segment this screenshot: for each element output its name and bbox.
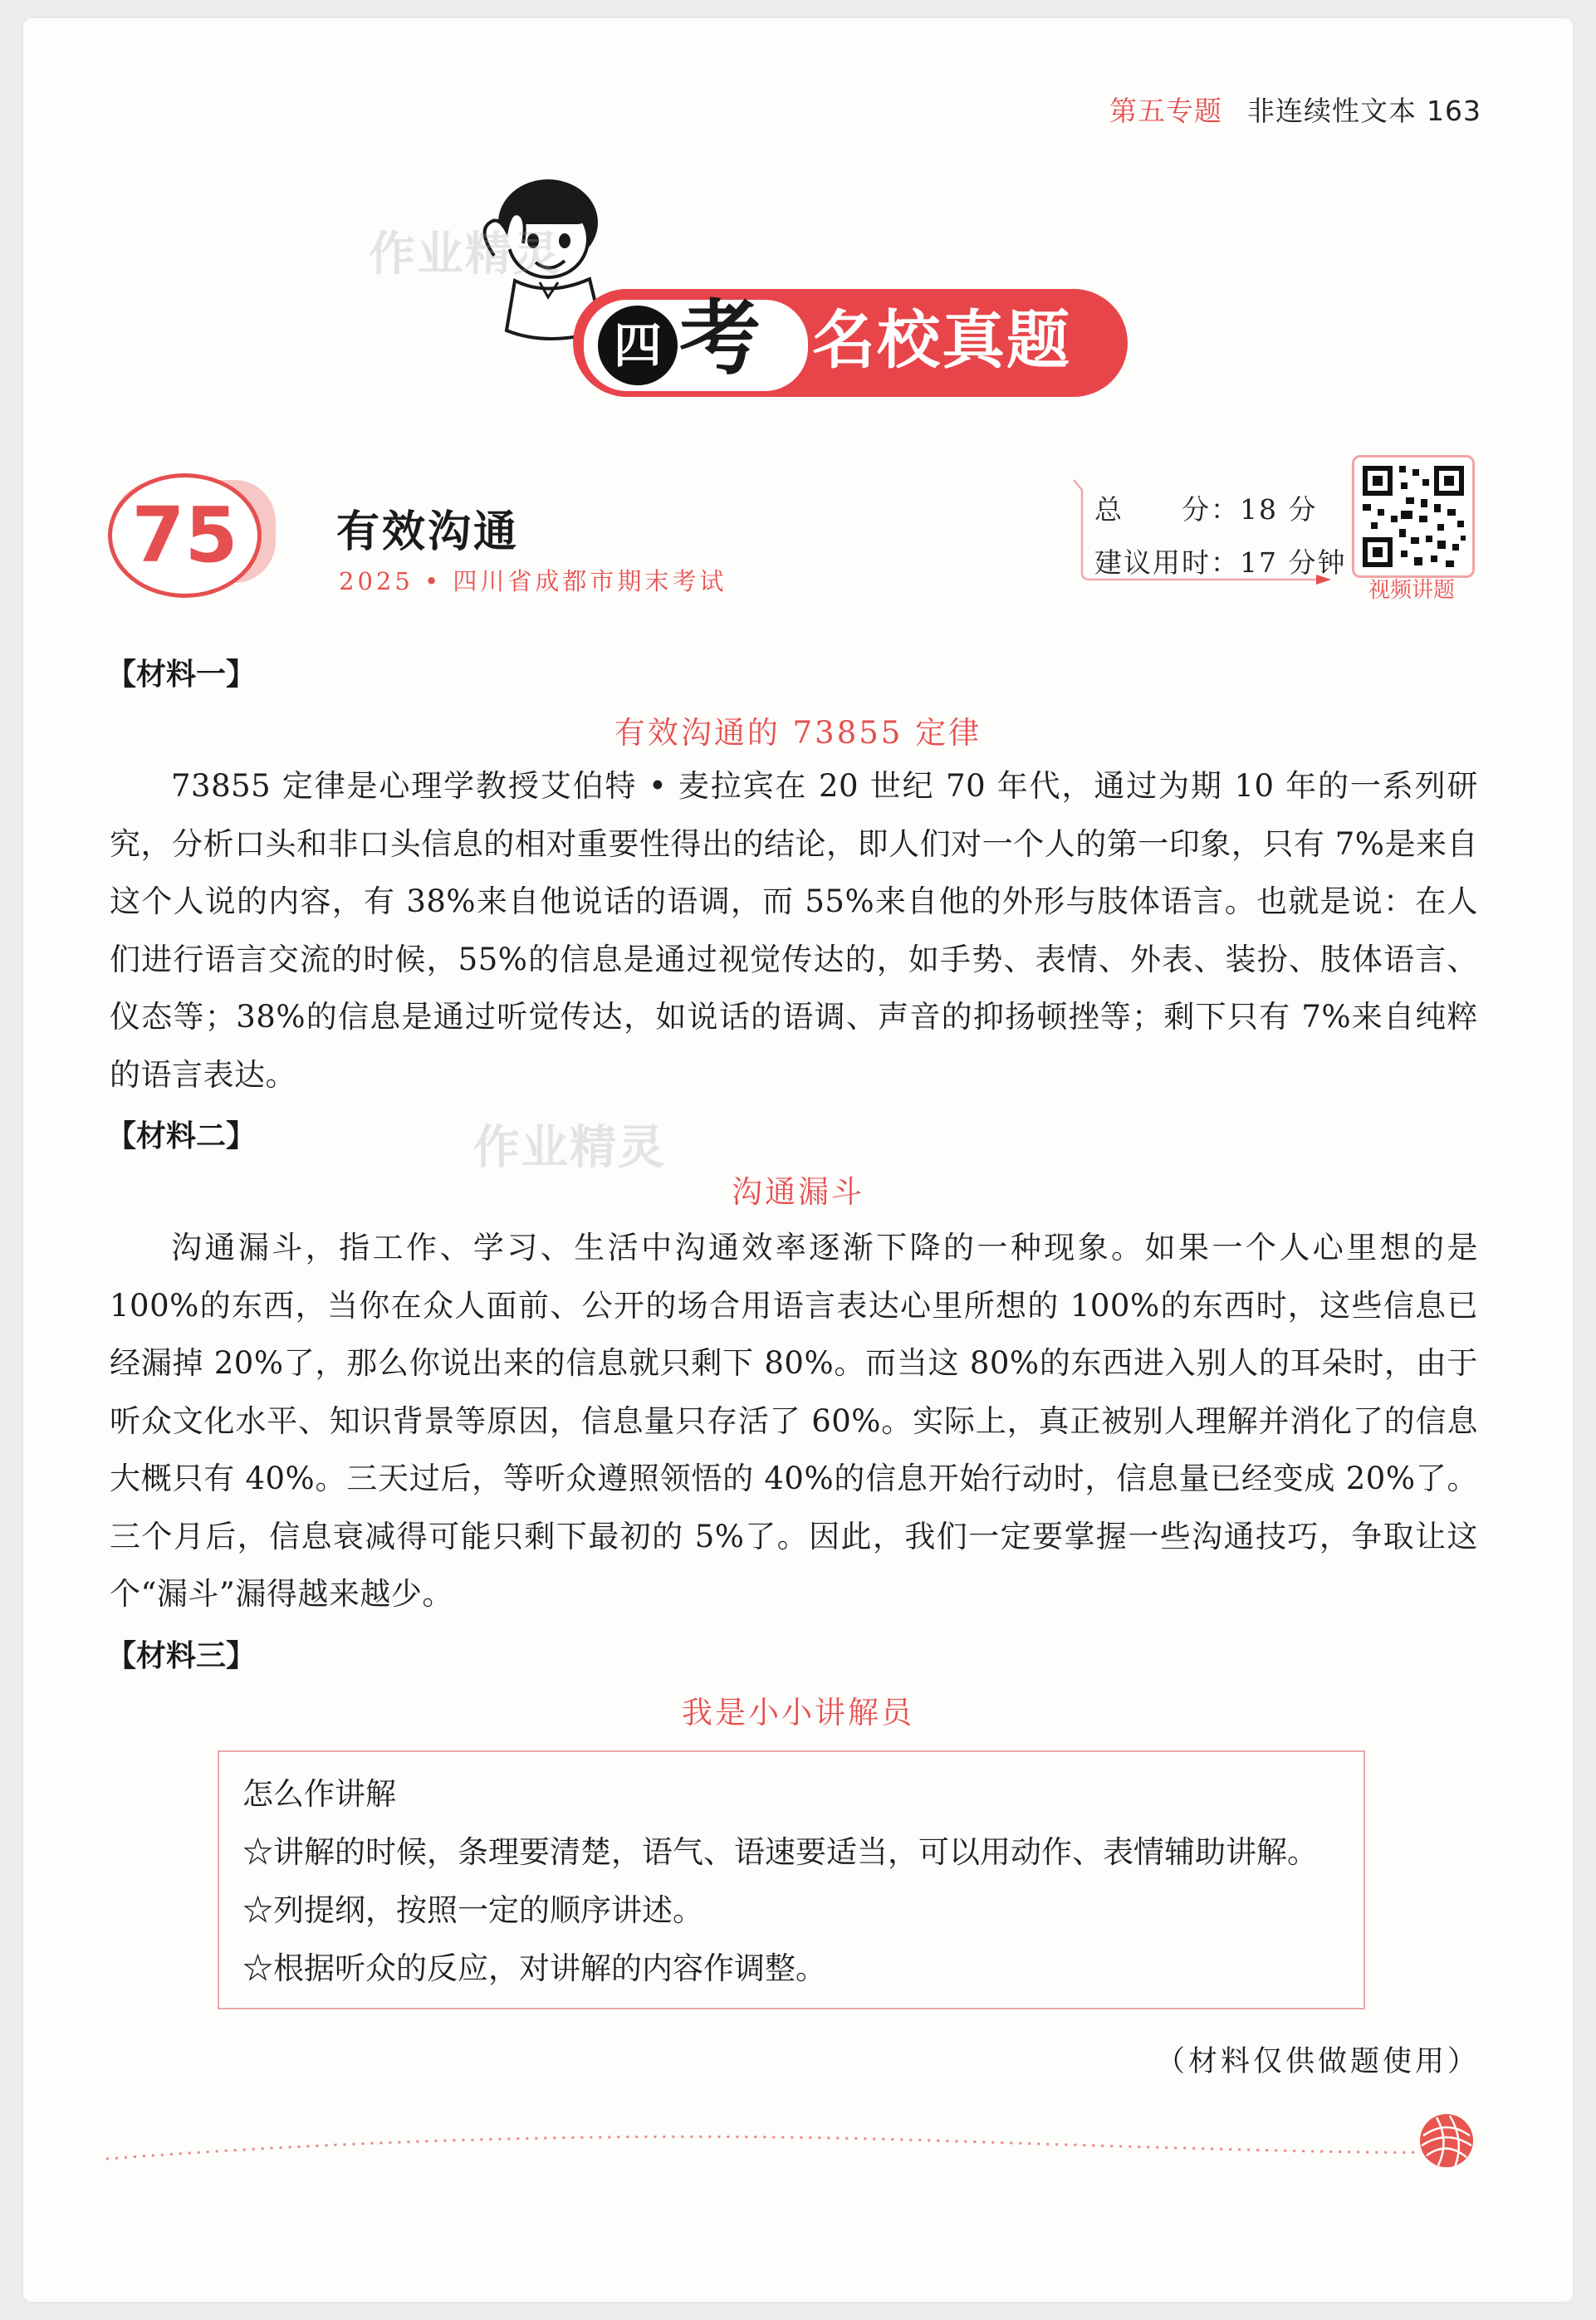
tip-item: ☆列提纲，按照一定的顺序讲述。	[242, 1892, 703, 1928]
material-1-label: 【材料一】	[106, 658, 257, 692]
dotted-divider	[106, 2119, 1418, 2169]
tips-heading: 怎么作讲解	[242, 1776, 396, 1812]
page-number: 163	[1427, 95, 1481, 127]
tips-box	[218, 1750, 1365, 2009]
material-1-title: 有效沟通的 73855 定律	[614, 715, 982, 751]
topic-label: 第五专题	[1109, 95, 1222, 127]
total-score: 总 分：18 分	[1094, 493, 1318, 526]
suggested-time: 建议用时：17 分钟	[1094, 546, 1347, 579]
section-label: 非连续性文本	[1247, 95, 1417, 127]
tip-item: ☆根据听众的反应，对讲解的内容作调整。	[242, 1950, 826, 1986]
watermark: 作业精灵	[369, 228, 561, 281]
watermark: 作业精灵	[473, 1121, 666, 1175]
qr-code-icon[interactable]	[1352, 455, 1475, 578]
banner-kao: 考	[679, 291, 761, 386]
running-head	[1109, 90, 1481, 129]
question-title: 有效沟通	[336, 507, 520, 557]
materials-note: （材料仅供做题使用）	[1155, 2045, 1480, 2078]
material-2-text: 沟通漏斗，指工作、学习、生活中沟通效率逐渐下降的一种现象。如果一个人心里想的是 100%的东西，当你在众人面前、公开的场合用语言表达心里所想的 100%的东西时，这些信息已经漏掉 20%了，那么你说出来的信息就只剩下 80%。而当这 80%的东西进入别人的耳朵时，由于听众文化水平、知识背景等原因，信息量只存活了 60%。实际上，真正被别人理解并消化了的信息大概只有 40%。三天过后，等听众遵照领悟的 40%的信息开始行动时，信息量已经变成 20%了。三个月后，信息衰减得可能只剩下最初的 5%了。因此，我们一定要掌握一些沟通技巧，争取让这个“漏斗”漏得越来越少。	[110, 1230, 1478, 1612]
material-2-title: 沟通漏斗	[732, 1174, 864, 1210]
tip-item: ☆讲解的时候，条理要清楚，语气、语速要适当，可以用动作、表情辅助讲解。	[242, 1834, 1318, 1870]
banner-title: 名校真题	[812, 303, 1071, 377]
banner-badge: 四	[598, 306, 678, 385]
qr-label[interactable]: 视频讲题	[1368, 578, 1455, 603]
material-1-text: 73855 定律是心理学教授艾伯特 • 麦拉宾在 20 世纪 70 年代，通过为期 10 年的一系列研究，分析口头和非口头信息的相对重要性得出的结论，即人们对一个人的第一印象，只有 7%是来自这个人说的内容，有 38%来自他说话的语调，而 55%来自他的外形与肢体语言。也就是说：在人们进行语言交流的时候，55%的信息是通过视觉传达的，如手势、表情、外表、装扮、肢体语言、仪态等；38%的信息是通过听觉传达，如说话的语调、声音的抑扬顿挫等；剩下只有 7%来自纯粹的语言表达。	[110, 768, 1478, 1093]
material-3-title: 我是小小讲解员	[682, 1695, 914, 1730]
material-3-label: 【材料三】	[106, 1639, 257, 1673]
material-2-label: 【材料二】	[106, 1119, 257, 1153]
question-number: 75	[131, 491, 238, 580]
question-source: 2025 • 四川省成都市期末考试	[339, 567, 727, 595]
yarn-ball-icon	[1417, 2111, 1476, 2171]
